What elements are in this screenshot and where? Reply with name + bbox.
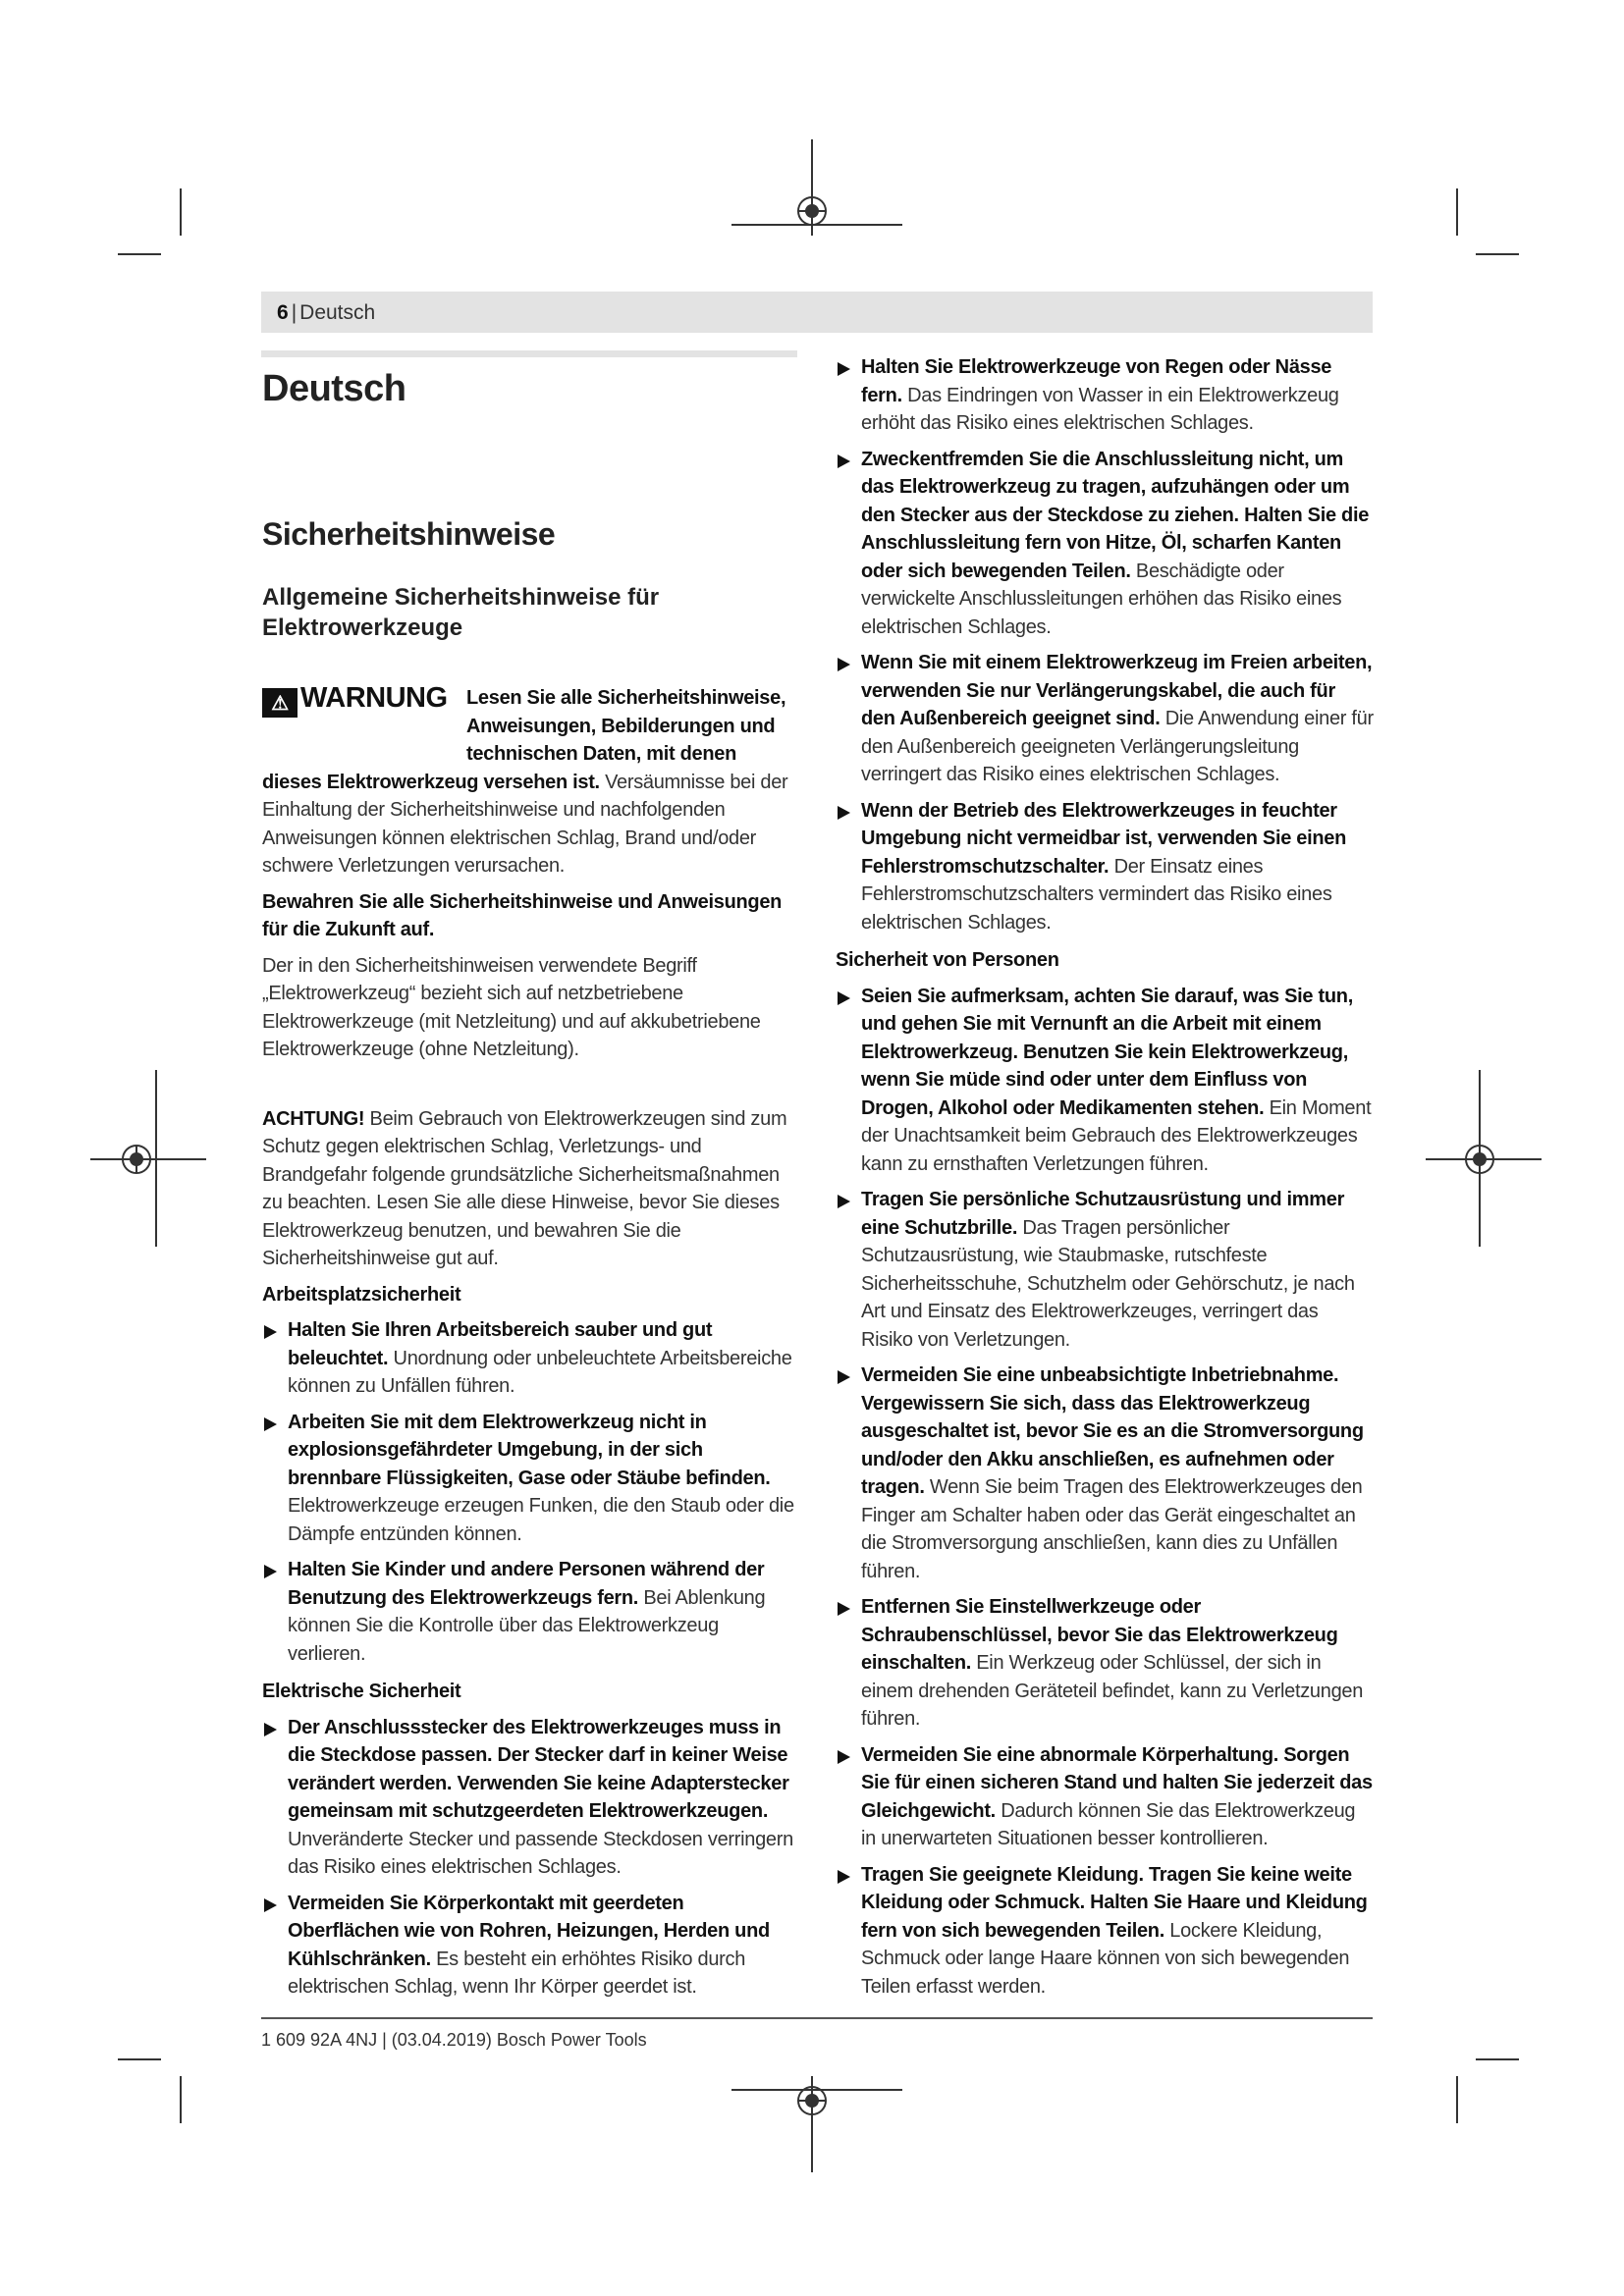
list-item: Tragen Sie geeignete Kleidung. Tragen Sie keine weite Kleidung oder Schmuck. Halten Sie Haare und Kleidung fern von sich bewegenden Teilen. Lockere Kleidung, Schmuck oder lange Haare können von sich bewegenden Teilen erfasst werden.	[836, 1861, 1374, 2002]
bullet-triangle-icon	[838, 991, 850, 1005]
bullet-triangle-icon	[264, 1723, 277, 1736]
attention-paragraph	[262, 1105, 800, 1273]
bullet-triangle-icon	[264, 1417, 277, 1431]
bullet-triangle-icon	[838, 362, 850, 376]
registration-mark-bottom	[797, 2086, 827, 2115]
list-item: Wenn der Betrieb des Elektrowerkzeuges in feuchter Umgebung nicht vermeidbar ist, verwenden Sie einen Fehlerstromschutzschalter. Der Einsatz eines Fehlerstromschutzschalters vermindert das Risiko eines elektrischen Schlages.	[836, 797, 1374, 937]
list-item: Halten Sie Kinder und andere Personen während der Benutzung des Elektrowerkzeugs fern. Bei Ablenkung können Sie die Kontrolle über das Elektrowerkzeug verlieren.	[262, 1556, 800, 1668]
bullet-triangle-icon	[264, 1325, 277, 1339]
page-header	[277, 301, 375, 325]
bullet-triangle-icon	[838, 658, 850, 671]
header-separator: |	[291, 301, 298, 324]
list-item: Der Anschlussstecker des Elektrowerkzeuges muss in die Steckdose passen. Der Stecker darf in keiner Weise verändert werden. Verwenden Sie keine Adapterstecker gemeinsam mit schutzgeerdeten Elektrowerkzeugen. Unveränderte Stecker und passende Steckdosen verringern das Risiko eines elektrischen Schlages.	[262, 1714, 800, 1882]
list-item: Vermeiden Sie Körperkontakt mit geerdeten Oberflächen wie von Rohren, Heizungen, Herden und Kühlschränken. Es besteht ein erhöhtes Risiko durch elektrischen Schlag, wenn Ihr Körper geerdet ist.	[262, 1890, 800, 2002]
personal-heading: Sicherheit von Personen	[836, 949, 1059, 971]
crop-mark	[1476, 253, 1519, 255]
bullet-triangle-icon	[838, 806, 850, 820]
header-section: Deutsch	[299, 301, 376, 324]
list-item: Entfernen Sie Einstellwerkzeuge oder Schraubenschlüssel, bevor Sie das Elektrowerkzeug einschalten. Ein Werkzeug oder Schlüssel, der sich in einem drehenden Geräteteil befindet, kann zu Verletzungen führen.	[836, 1593, 1374, 1734]
attention-label: ACHTUNG!	[262, 1107, 365, 1130]
electrical-heading: Elektrische Sicherheit	[262, 1681, 461, 1702]
page-number: 6	[277, 301, 289, 324]
warning-triangle-icon: ⚠	[262, 688, 298, 718]
bullet-triangle-icon	[838, 454, 850, 468]
bullet-triangle-icon	[838, 1370, 850, 1384]
registration-mark-top	[797, 196, 827, 226]
crop-mark	[1456, 2076, 1458, 2123]
crop-mark	[1476, 2058, 1519, 2060]
attention-text: Beim Gebrauch von Elektrowerkzeugen sind zum Schutz gegen elektrischen Schlag, Verletzungs- und Brandgefahr folgende grundsätzliche Sicherheitsmaßnahmen zu beachten. Lesen Sie alle diese Hinweise, bevor Sie dieses Elektrowerkzeug benutzen, und bewahren Sie die Sicherheitshinweise gut auf.	[262, 1107, 787, 1269]
registration-mark-left	[122, 1145, 151, 1174]
page-header-bar	[261, 292, 1373, 333]
left-column	[262, 684, 800, 2009]
crop-mark	[1456, 188, 1458, 236]
bullet-triangle-icon	[264, 1898, 277, 1912]
bullet-triangle-icon	[838, 1195, 850, 1208]
bullet-triangle-icon	[264, 1565, 277, 1578]
list-item: Halten Sie Ihren Arbeitsbereich sauber und gut beleuchtet. Unordnung oder unbeleuchtete Arbeitsbereiche können zu Unfällen führen.	[262, 1316, 800, 1401]
workplace-heading: Arbeitsplatzsicherheit	[262, 1283, 461, 1306]
term-definition: Der in den Sicherheitshinweisen verwendete Begriff „Elektrowerkzeug“ bezieht sich auf netzbetriebene Elektrowerkzeuge (mit Netzleitung) und auf akkubetriebene Elektrowerkzeuge (ohne Netzleitung).	[262, 954, 761, 1060]
registration-mark-right	[1465, 1145, 1494, 1174]
page-footer: 1 609 92A 4NJ | (03.04.2019) Bosch Power Tools	[261, 2030, 647, 2050]
crop-mark	[180, 188, 182, 236]
crop-mark	[180, 2076, 182, 2123]
subsection-heading: Allgemeine Sicherheitshinweise für Elektrowerkzeuge	[262, 584, 660, 641]
bullet-triangle-icon	[838, 1750, 850, 1764]
warning-text: Versäumnisse bei der Einhaltung der Sicherheitshinweise und nachfolgenden Anweisungen können elektrischen Schlag, Brand und/oder schwere Verletzungen verursachen.	[262, 771, 788, 877]
list-item: Wenn Sie mit einem Elektrowerkzeug im Freien arbeiten, verwenden Sie nur Verlängerungskabel, die auch für den Außenbereich geeignet sind. Die Anwendung einer für den Außenbereich geeigneten Verlängerungsleitung verringert das Risiko eines elektrischen Schlages.	[836, 649, 1374, 789]
list-item: Vermeiden Sie eine unbeabsichtigte Inbetriebnahme. Vergewissern Sie sich, dass das Elektrowerkzeug ausgeschaltet ist, bevor Sie es an die Stromversorgung und/oder den Akku anschließen, es aufnehmen oder tragen. Wenn Sie beim Tragen des Elektrowerkzeuges den Finger am Schalter haben oder das Gerät eingeschaltet an die Stromversorgung anschließen, kann dies zu Unfällen führen.	[836, 1362, 1374, 1585]
crop-mark	[118, 253, 161, 255]
keep-notice: Bewahren Sie alle Sicherheitshinweise und Anweisungen für die Zukunft auf.	[262, 890, 783, 940]
bullet-triangle-icon	[838, 1870, 850, 1884]
warning-paragraph	[262, 684, 800, 881]
footer-rule	[261, 2017, 1373, 2019]
list-item: Seien Sie aufmerksam, achten Sie darauf, was Sie tun, und gehen Sie mit Vernunft an die Arbeit mit einem Elektrowerkzeug. Benutzen Sie kein Elektrowerkzeug, wenn Sie müde sind oder unter dem Einfluss von Drogen, Alkohol oder Medikamenten stehen. Ein Moment der Unachtsamkeit beim Gebrauch des Elektrowerkzeuges kann zu ernsthaften Verletzungen führen.	[836, 983, 1374, 1179]
list-item: Vermeiden Sie eine abnormale Körperhaltung. Sorgen Sie für einen sicheren Stand und halten Sie jederzeit das Gleichgewicht. Dadurch können Sie das Elektrowerkzeug in unerwarteten Situationen besser kontrollieren.	[836, 1741, 1374, 1853]
warning-bold: Lesen Sie alle Sicherheitshinweise, Anweisungen, Bebilderungen und technischen Daten, mit denen dieses Elektrowerkzeug versehen ist.	[262, 687, 786, 793]
right-column	[836, 353, 1374, 2008]
bullet-triangle-icon	[838, 1602, 850, 1616]
section-heading: Sicherheitshinweise	[262, 516, 556, 552]
crop-mark	[118, 2058, 161, 2060]
list-item: Arbeiten Sie mit dem Elektrowerkzeug nicht in explosionsgefährdeter Umgebung, in der sich brennbare Flüssigkeiten, Gase oder Stäube befinden. Elektrowerkzeuge erzeugen Funken, die den Staub oder die Dämpfe entzünden können.	[262, 1409, 800, 1549]
title-rule	[261, 350, 797, 357]
list-item: Halten Sie Elektrowerkzeuge von Regen oder Nässe fern. Das Eindringen von Wasser in ein Elektrowerkzeug erhöht das Risiko eines elektrischen Schlages.	[836, 353, 1374, 438]
warning-label: ⚠ WARNUNG	[262, 684, 466, 745]
list-item: Tragen Sie persönliche Schutzausrüstung und immer eine Schutzbrille. Das Tragen persönlicher Schutzausrüstung, wie Staubmaske, rutschfeste Sicherheitsschuhe, Schutzhelm oder Gehörschutz, je nach Art und Einsatz des Elektrowerkzeuges, verringert das Risiko von Verletzungen.	[836, 1186, 1374, 1354]
page-title: Deutsch	[262, 368, 406, 409]
list-item: Zweckentfremden Sie die Anschlussleitung nicht, um das Elektrowerkzeug zu tragen, aufzuhängen oder um den Stecker aus der Steckdose zu ziehen. Halten Sie die Anschlussleitung fern von Hitze, Öl, scharfen Kanten oder sich bewegenden Teilen. Beschädigte oder verwickelte Anschlussleitungen erhöhen das Risiko eines elektrischen Schlages.	[836, 446, 1374, 642]
